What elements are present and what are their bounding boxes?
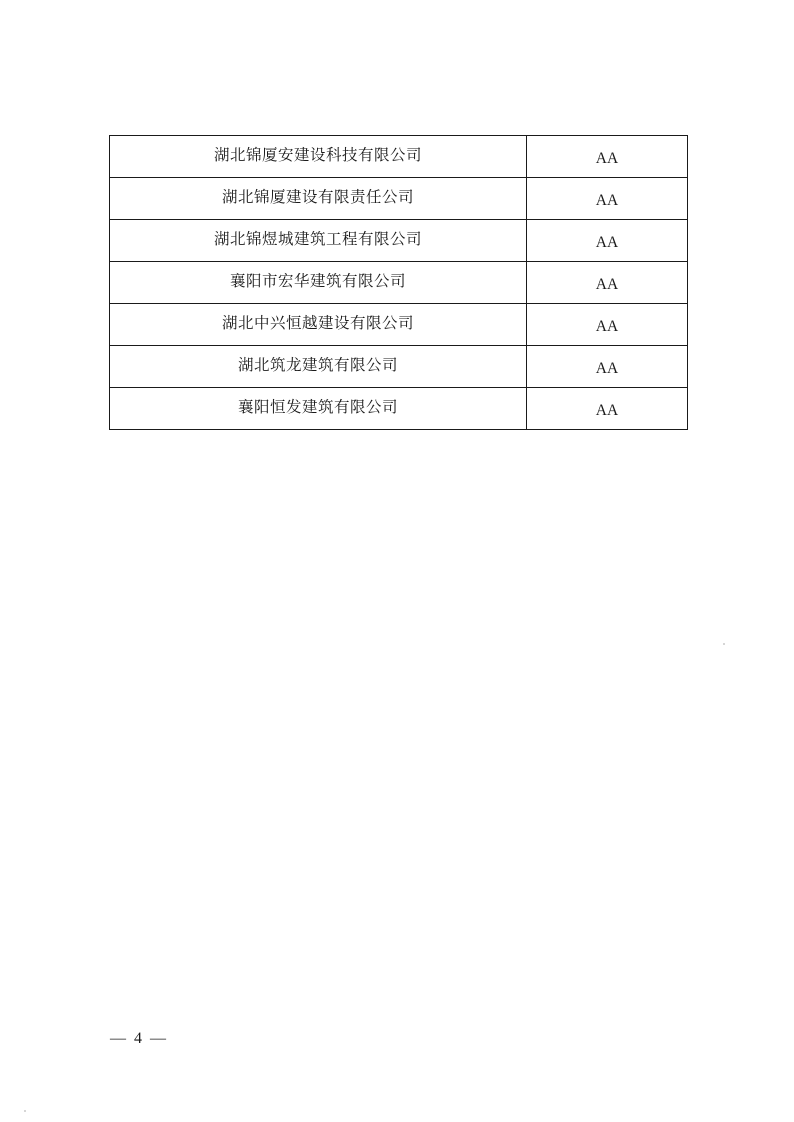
credit-grade-value: AA [595, 360, 619, 378]
table-row [110, 346, 688, 388]
credit-grade-value: AA [595, 234, 619, 252]
credit-grade-value: AA [595, 318, 619, 336]
page-number [0, 1030, 794, 1048]
company-name-cell: 湖北锦煜城建筑工程有限公司 [110, 220, 527, 262]
scan-speck [24, 1110, 26, 1112]
company-name-cell: 襄阳恒发建筑有限公司 [110, 388, 527, 430]
company-name-cell: 湖北锦厦安建设科技有限公司 [110, 136, 527, 178]
credit-grade-cell [527, 262, 688, 304]
table-row [110, 136, 688, 178]
credit-grade-cell [527, 220, 688, 262]
company-name-cell: 湖北锦厦建设有限责任公司 [110, 178, 527, 220]
table-row [110, 220, 688, 262]
company-name-cell: 湖北筑龙建筑有限公司 [110, 346, 527, 388]
credit-grade-value: AA [595, 192, 619, 210]
credit-grade-value: AA [595, 276, 619, 294]
credit-grade-cell [527, 346, 688, 388]
table-row [110, 178, 688, 220]
scan-speck [723, 643, 725, 645]
table-body [110, 136, 688, 430]
table-row [110, 304, 688, 346]
credit-grade-cell [527, 178, 688, 220]
table-row [110, 262, 688, 304]
credit-grade-cell [527, 304, 688, 346]
credit-grade-value: AA [595, 402, 619, 420]
company-name-cell: 襄阳市宏华建筑有限公司 [110, 262, 527, 304]
page-number-label: — 4 — [110, 1030, 168, 1047]
credit-grade-cell [527, 136, 688, 178]
company-name-cell: 湖北中兴恒越建设有限公司 [110, 304, 527, 346]
table-row [110, 388, 688, 430]
credit-grade-cell [527, 388, 688, 430]
credit-grade-value: AA [595, 150, 619, 168]
company-rating-table [109, 135, 688, 430]
